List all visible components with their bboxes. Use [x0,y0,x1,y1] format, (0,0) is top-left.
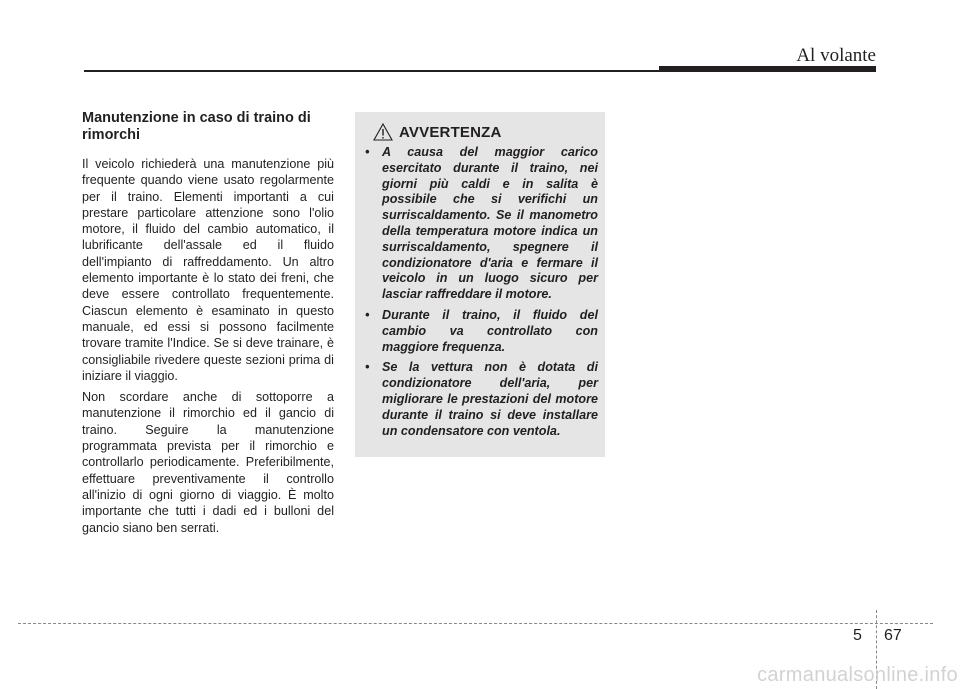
body-paragraph-1: Il veicolo richiederà una manutenzione più frequente quando viene usato regolarmente per il traino. Elementi importanti a cui prestare particolare attenzione sono l'olio motore, il fluido del cambio automatico, il lubrificante dell'assale ed il fluido dell'impianto di raffreddamento. Un altro elemento importante è lo stato dei freni, che deve essere controllato frequentemente. Ciascun elemento è esaminato in questo manuale, ed essi si possono facilmente trovare tramite l'Indice. Se si deve trainare, è consigliabile rivedere queste sezioni prima di iniziare il viaggio. [82,157,334,383]
section-heading: Manutenzione in caso di traino di rimorchi [82,110,311,143]
body-paragraph-2: Non scordare anche di sottoporre a manutenzione il rimorchio ed il gancio di traino. Seguire la manutenzione programmata prevista per il rimorchio e controllarlo periodicamente. Preferibilmente, effettuare preventivamente il controllo all'inizio di ogni giorno di viaggio. È molto importante che tutti i dadi ed i bulloni del gancio siano ben serrati. [82,390,334,535]
warning-item-text: A causa del maggior carico esercitato durante il traino, nei giorni più caldi e in salita è possibile che si verifichi un surriscaldamento. Se il manometro della temperatura motore indica un surriscaldamento, spegnere il condizionatore d'aria e fermare il veicolo in un luogo sicuro per lasciar raffreddare il motore. [382,145,598,302]
warning-box [355,112,605,457]
header-title: Al volante [796,45,876,66]
warning-list [365,145,598,439]
warning-item-text: Durante il traino, il fluido del cambio va controllato con maggiore frequenza. [382,307,598,354]
watermark: carmanualsonline.info [757,664,958,686]
bullet-icon: • [365,145,370,159]
header-rule-thick [659,66,876,72]
footer-rule [18,623,933,624]
chapter-number: 5 [853,627,862,644]
warning-item-text: Se la vettura non è dotata di condizionatore dell'aria, per migliorare le prestazioni del motore durante il traino si deve installare un condensatore con ventola. [382,360,598,438]
warning-title: AVVERTENZA [399,123,502,141]
warning-item [365,145,598,303]
warning-item [365,308,598,355]
warning-triangle-icon [373,123,393,141]
header-rule-thin [84,70,659,72]
bullet-icon: • [365,360,370,375]
page-number: 67 [884,627,902,644]
left-column [82,110,334,541]
warning-header [373,120,598,144]
bullet-icon: • [365,307,370,322]
warning-item [365,360,598,439]
